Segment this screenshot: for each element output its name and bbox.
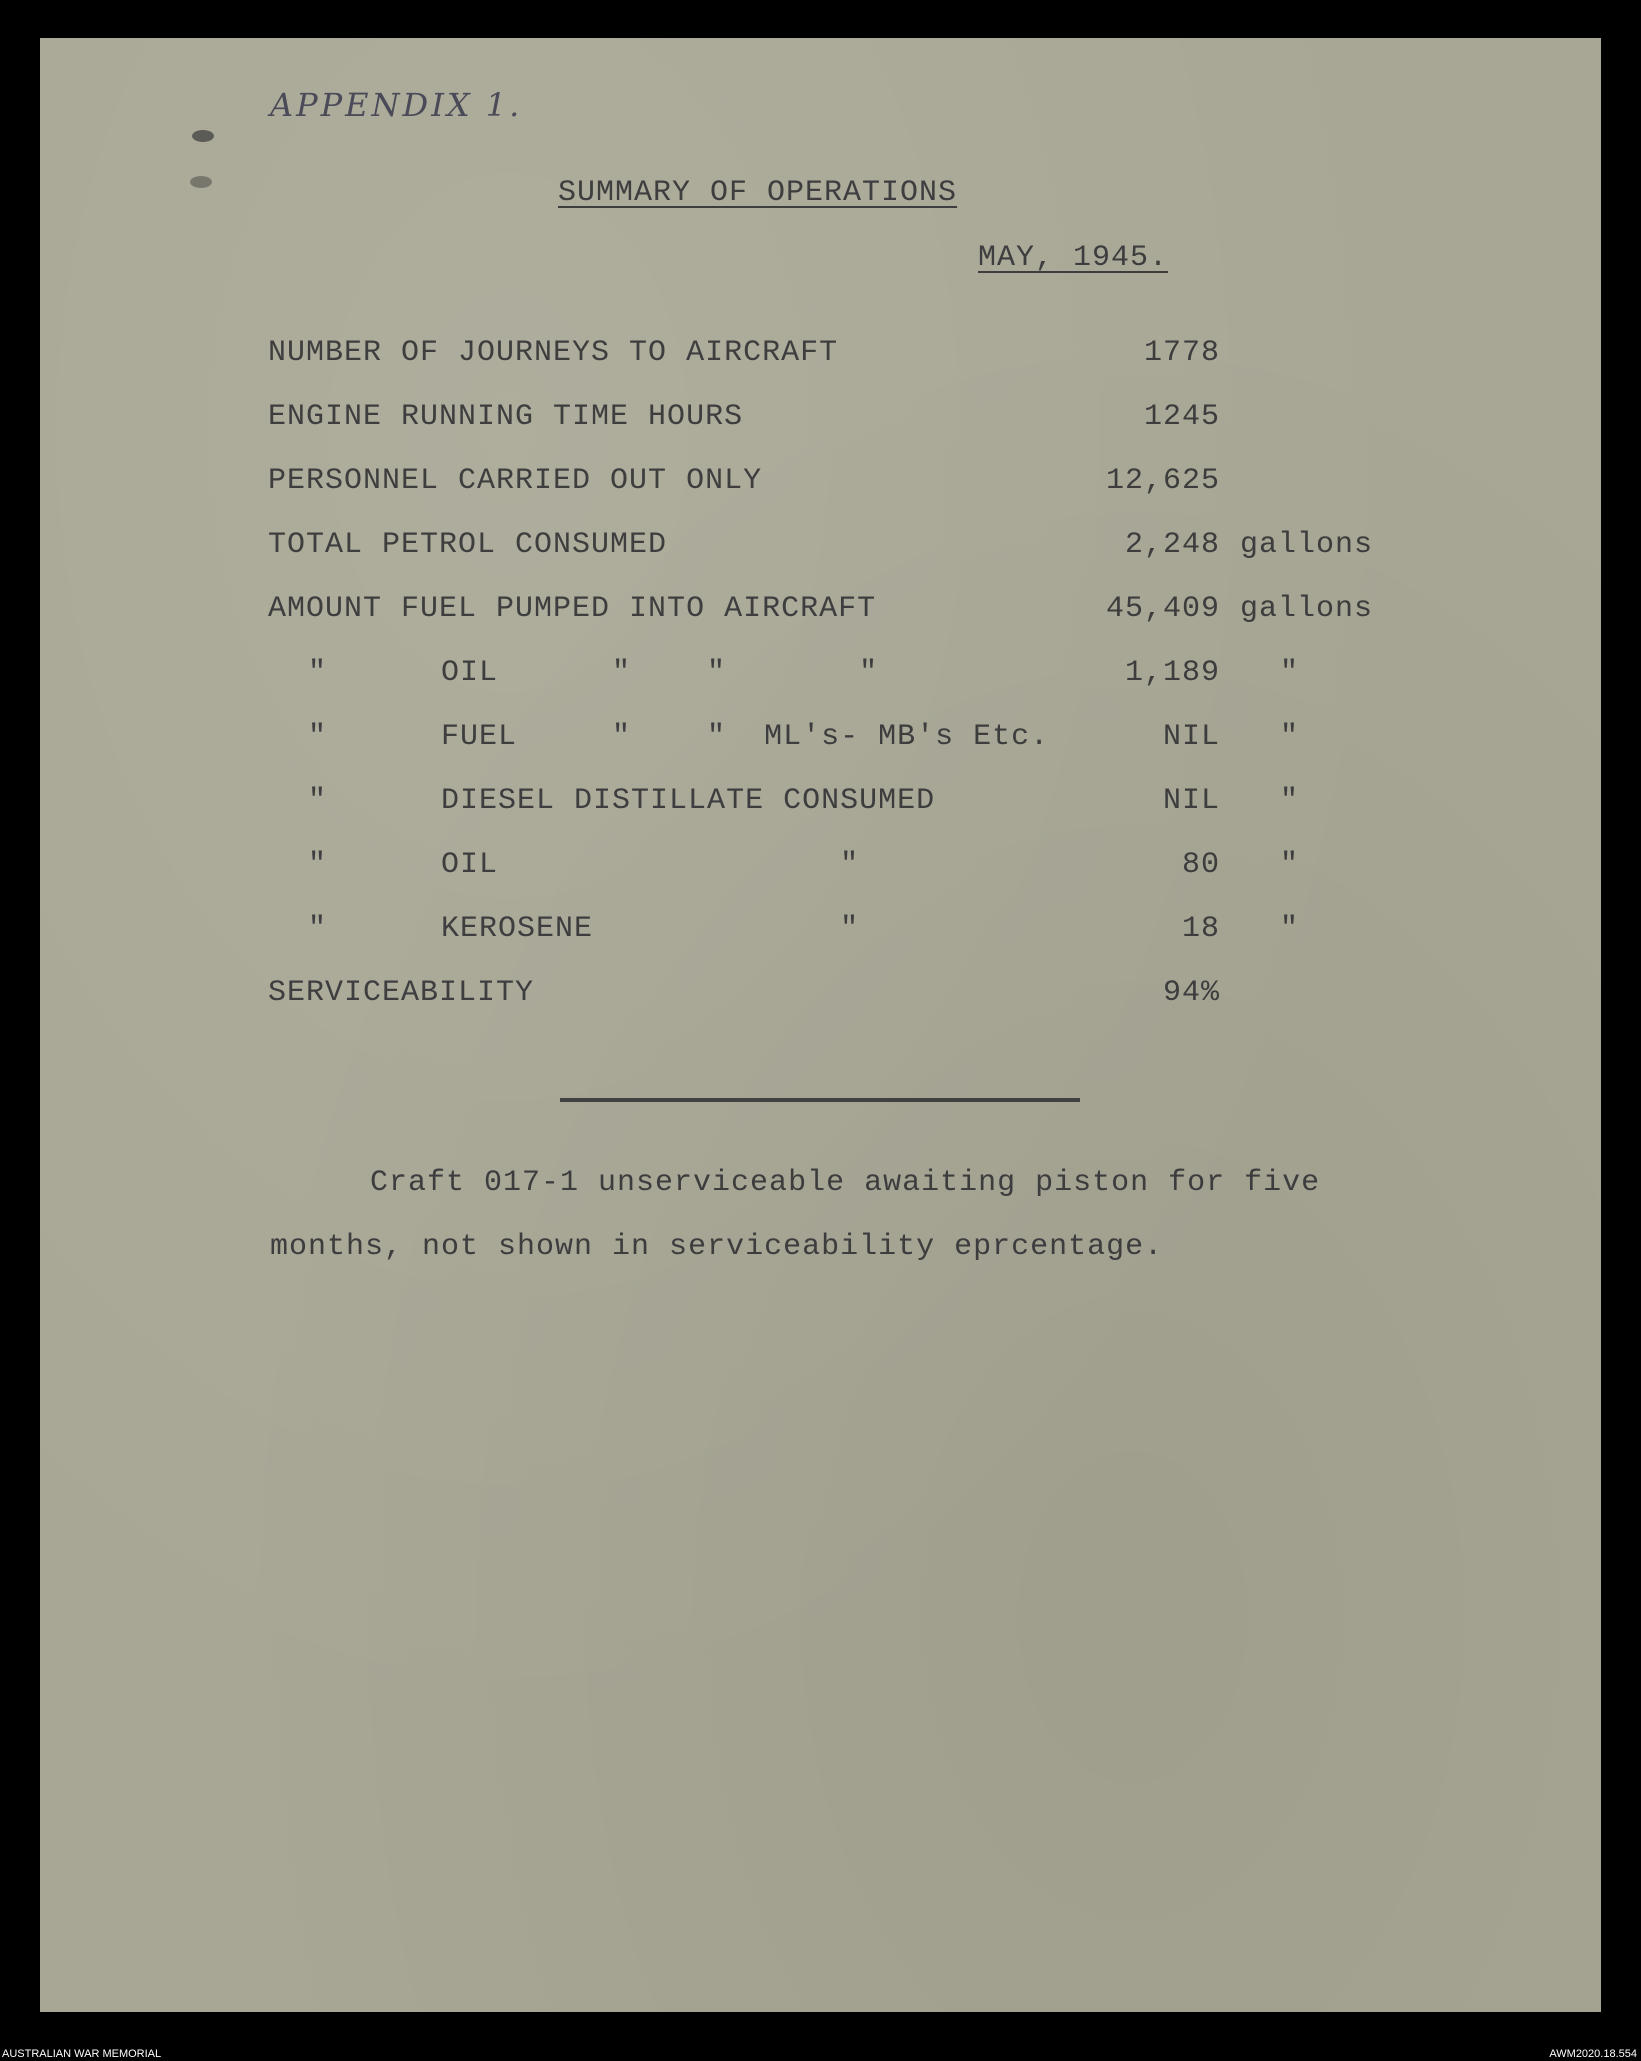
row-value: 45,409 (1105, 592, 1220, 626)
document-title: SUMMARY OF OPERATIONS (558, 176, 958, 210)
row-label: SERVICEABILITY (268, 976, 535, 1010)
punch-hole-mark (190, 176, 212, 188)
row-label: " DIESEL DISTILLATE CONSUMED (308, 784, 936, 818)
row-value: NIL (1162, 784, 1220, 818)
document-page (40, 38, 1601, 2012)
row-unit: " (1280, 656, 1300, 690)
row-value: 1778 (1143, 336, 1220, 370)
row-value: 1,189 (1124, 656, 1220, 690)
row-unit: " (1280, 848, 1300, 882)
row-unit: " (1280, 720, 1300, 754)
row-value: 94% (1162, 976, 1220, 1010)
note-line: months, not shown in serviceability eprcentage. (270, 1230, 1164, 1264)
row-label: TOTAL PETROL CONSUMED (268, 528, 668, 562)
handwritten-annotation: APPENDIX 1. (270, 86, 523, 124)
row-value: 2,248 (1124, 528, 1220, 562)
row-label: AMOUNT FUEL PUMPED INTO AIRCRAFT (268, 592, 877, 626)
footer-credit: AUSTRALIAN WAR MEMORIAL (2, 2048, 162, 2060)
note-line: Craft 017-1 unserviceable awaiting piston for five (370, 1166, 1321, 1200)
row-unit: " (1280, 912, 1300, 946)
row-value: 18 (1181, 912, 1220, 946)
row-label: " OIL " " " (308, 656, 879, 690)
row-label: " KEROSENE " (308, 912, 860, 946)
row-label: ENGINE RUNNING TIME HOURS (268, 400, 744, 434)
row-value: NIL (1162, 720, 1220, 754)
row-unit: gallons (1240, 528, 1374, 562)
row-label: " OIL " (308, 848, 860, 882)
row-label: " FUEL " " ML's- MB's Etc. (308, 720, 1050, 754)
footer-catalogue-number: AWM2020.18.554 (1549, 2048, 1637, 2060)
row-unit: " (1280, 784, 1300, 818)
row-value: 80 (1181, 848, 1220, 882)
row-unit: gallons (1240, 592, 1374, 626)
row-label: NUMBER OF JOURNEYS TO AIRCRAFT (268, 336, 839, 370)
punch-hole-mark (192, 130, 214, 142)
row-value: 1245 (1143, 400, 1220, 434)
document-date: MAY, 1945. (978, 241, 1169, 275)
row-label: PERSONNEL CARRIED OUT ONLY (268, 464, 763, 498)
divider-line (560, 1098, 1080, 1102)
row-value: 12,625 (1105, 464, 1220, 498)
